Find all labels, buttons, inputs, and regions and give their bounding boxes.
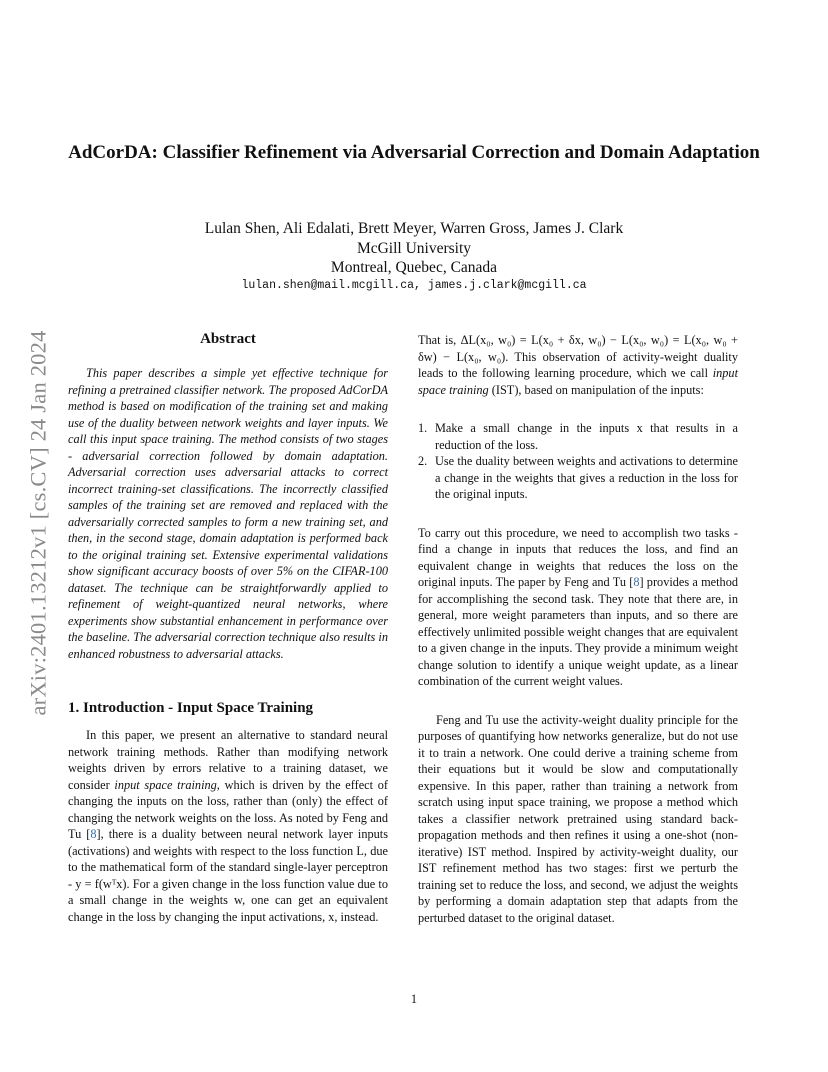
- intro-emphasis: input space training: [114, 777, 217, 792]
- abstract-text: This paper describes a simple yet effective technique for refining a pretrained classifier network. The proposed AdCorDA method is based on modification of the training set and making use of the duality between network weights and layer inputs. We call this input space training. The method consists of two stages - adversarial correction followed by domain adaptation. Adversarial correction uses adversarial attacks to correct incorrect training-set classifications. The incorrectly classified samples of the training set are removed and replaced with the adversarially corrected samples to form a new training set, and then, in the second stage, domain adaptation is performed back to the original training set. Extensive experimental validations show significant accuracy boosts of over 5% on the CIFAR-100 dataset. The technique can be straightforwardly applied to refinement of weight-quantized neural networks, where experiments show substantial enhancement in performance over the baseline. The adversarial correction technique also results in enhanced robustness to adversarial attacks.: [68, 366, 388, 661]
- procedure-text-b: ] provides a method for accomplishing the second task. They note that there are, in general, more weight parameters than inputs, and so there are effectively unlimited possible weight changes that are equivalent to a given change in the inputs. They provide a minimum weight change solution to identify a unique weight update, as a linear combination of the current weight values.: [418, 575, 738, 688]
- list-item-text: Use the duality between weights and activations to determine a change in the weights that gives a reduction in the loss for the original inputs.: [435, 454, 738, 501]
- spacer: [418, 690, 738, 712]
- intro-text-b: , which is driven by the effect of changing the inputs on the loss, rather than (only) the effect of changing the network weights on the loss. As noted by Feng and Tu [: [68, 777, 389, 841]
- list-item: [418, 453, 738, 503]
- duality-text-a: That is, ΔL(x₀, w₀) = L(x₀ + δx, w₀) − L(x₀, w₀) = L(x₀, w₀ + δw) − L(x₀, w₀). This observation of activity-weight duality leads to the following learning procedure, which we call: [418, 333, 738, 380]
- duality-emphasis: input space training: [418, 366, 738, 397]
- duality-paragraph: [418, 332, 738, 398]
- list-item-number: 1.: [418, 421, 428, 435]
- intro-text-c: ], there is a duality between neural network layer inputs (activations) and weights with respect to the loss function L, due to the mathematical form of the standard single-layer perceptron - y = f(wᵀx). For a given change in the loss function value due to a small change in the weights w, one can get an equivalent change in the loss by changing the input activations, x, instead.: [68, 827, 388, 924]
- list-item-number: 2.: [418, 454, 428, 468]
- paper-title: AdCorDA: Classifier Refinement via Adversarial Correction and Domain Adaptation: [68, 142, 760, 163]
- duality-text-b: (IST), based on manipulation of the inputs:: [488, 382, 704, 397]
- feng-tu-paragraph: Feng and Tu use the activity-weight duality principle for the purposes of quantifying how networks generalize, but do not use it to train a network. One could derive a training scheme from their equations but it would be slow and computationally expensive. In this paper, rather than training a network from scratch using input space training, we propose a method which takes a classifier network pretrained using standard back-propagation methods and then refines it using a one-shot (non-iterative) IST method. Inspired by activity-weight duality, our IST refinement method has two stages: first we perturb the training set to reduce the loss, and second, we adjust the weights by performing a domain adaptation step that adapts from the perturbed dataset to the original dataset.: [418, 712, 738, 925]
- citation-link[interactable]: 8: [90, 827, 97, 841]
- arxiv-identifier-text: arXiv:2401.13212v1 [cs.CV] 24 Jan 2024: [26, 330, 51, 716]
- procedure-paragraph: [418, 525, 738, 690]
- list-item-text: Make a small change in the inputs x that results in a reduction of the loss.: [435, 421, 738, 452]
- intro-text-a: In this paper, we present an alternative to standard neural network training methods. Rather than modifying network weights driven by errors relative to a training dataset, we consider: [68, 728, 388, 792]
- affiliation: McGill University: [356, 239, 472, 257]
- author-block: [60, 219, 768, 278]
- procedure-text-a: To carry out this procedure, we need to accomplish two tasks - find a change in inputs that reduces the loss, and find an equivalent change in weights that reduces the loss on the original inputs. The paper by Feng and Tu [: [418, 525, 738, 589]
- section-heading-introduction: 1. Introduction - Input Space Training: [68, 700, 314, 716]
- spacer: [418, 503, 738, 525]
- location: Montreal, Quebec, Canada: [330, 259, 498, 276]
- left-column: [68, 331, 388, 925]
- arxiv-identifier: [26, 288, 52, 758]
- citation-link[interactable]: 8: [633, 575, 640, 589]
- intro-paragraph: [68, 727, 388, 925]
- page-number: 1: [410, 992, 418, 1006]
- right-column: [418, 332, 738, 926]
- author-emails: lulan.shen@mail.mcgill.ca, james.j.clark@mcgill.ca: [241, 279, 587, 292]
- abstract-heading: Abstract: [200, 331, 256, 347]
- author-list: Lulan Shen, Ali Edalati, Brett Meyer, Warren Gross, James J. Clark: [204, 220, 624, 237]
- list-item: [418, 420, 738, 453]
- procedure-list: [418, 420, 738, 503]
